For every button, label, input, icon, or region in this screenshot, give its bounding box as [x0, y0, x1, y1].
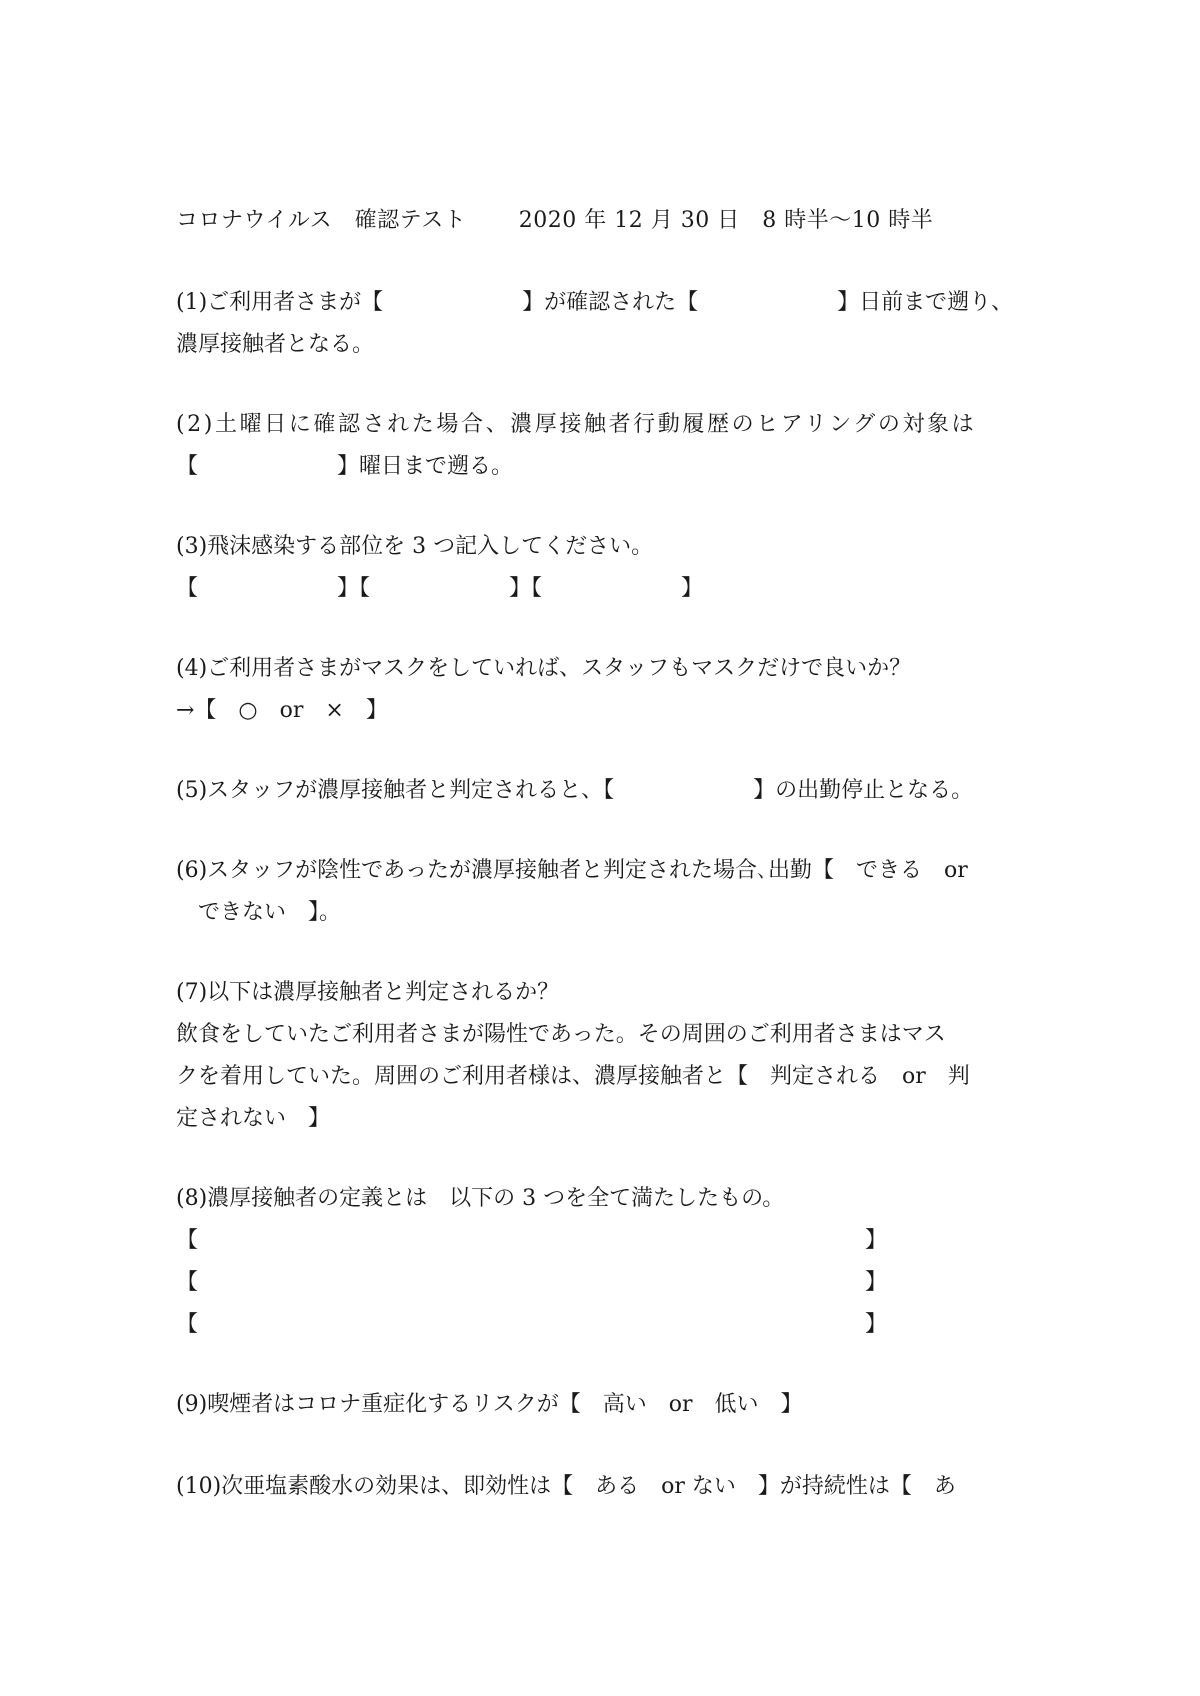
- question-3-answer-brackets: 【 】【 】【 】: [176, 576, 703, 601]
- question-3-line-1: (3)飛沫感染する部位を 3 つ記入してください。: [176, 534, 654, 559]
- question-8-line-1: (8)濃厚接触者の定義とは 以下の 3 つを全て満たしたもの。: [176, 1186, 785, 1211]
- question-8-answer-1: 【 】: [176, 1228, 887, 1253]
- question-4-answer: →【 ○ or × 】: [176, 698, 388, 723]
- question-7-line-4: 定されない 】: [176, 1106, 331, 1131]
- question-9-line-1: (9)喫煙者はコロナ重症化するリスクが【 高い or 低い 】: [176, 1392, 803, 1417]
- question-1-line-2: 濃厚接触者となる。: [176, 332, 375, 357]
- question-5-line-1: (5)スタッフが濃厚接触者と判定されると、【 】の出勤停止となる。: [176, 778, 974, 803]
- question-6-line-1: (6)スタッフが陰性であったが濃厚接触者と判定された場合､出勤【 できる or: [176, 858, 968, 883]
- question-8-answer-3: 【 】: [176, 1312, 887, 1337]
- test-title: コロナウイルス 確認テスト 2020 年 12 月 30 日 8 時半～10 時半: [176, 208, 934, 233]
- question-4-line-1: (4)ご利用者さまがマスクをしていれば、スタッフもマスクだけで良いか？: [176, 656, 912, 681]
- question-2-line-1: (2)土曜日に確認された場合、濃厚接触者行動履歴のヒアリングの対象は: [176, 412, 977, 437]
- question-7-line-1: (7)以下は濃厚接触者と判定されるか？: [176, 980, 560, 1005]
- question-7-line-2: 飲食をしていたご利用者さまが陽性であった。その周囲のご利用者さまはマス: [176, 1022, 946, 1047]
- question-10-line-1: (10)次亜塩素酸水の効果は、即効性は【 ある or ない 】が持続性は【 あ: [176, 1474, 956, 1499]
- question-8-answer-2: 【 】: [176, 1270, 887, 1295]
- question-2-line-2: 【 】曜日まで遡る。: [176, 454, 513, 479]
- question-7-line-3: クを着用していた。周囲のご利用者様は、濃厚接触者と【 判定される or 判: [176, 1064, 970, 1089]
- question-6-line-2: できない 】。: [176, 900, 342, 925]
- question-1-line-1: (1)ご利用者さまが【 】が確認された【 】日前まで遡り、: [176, 290, 1014, 315]
